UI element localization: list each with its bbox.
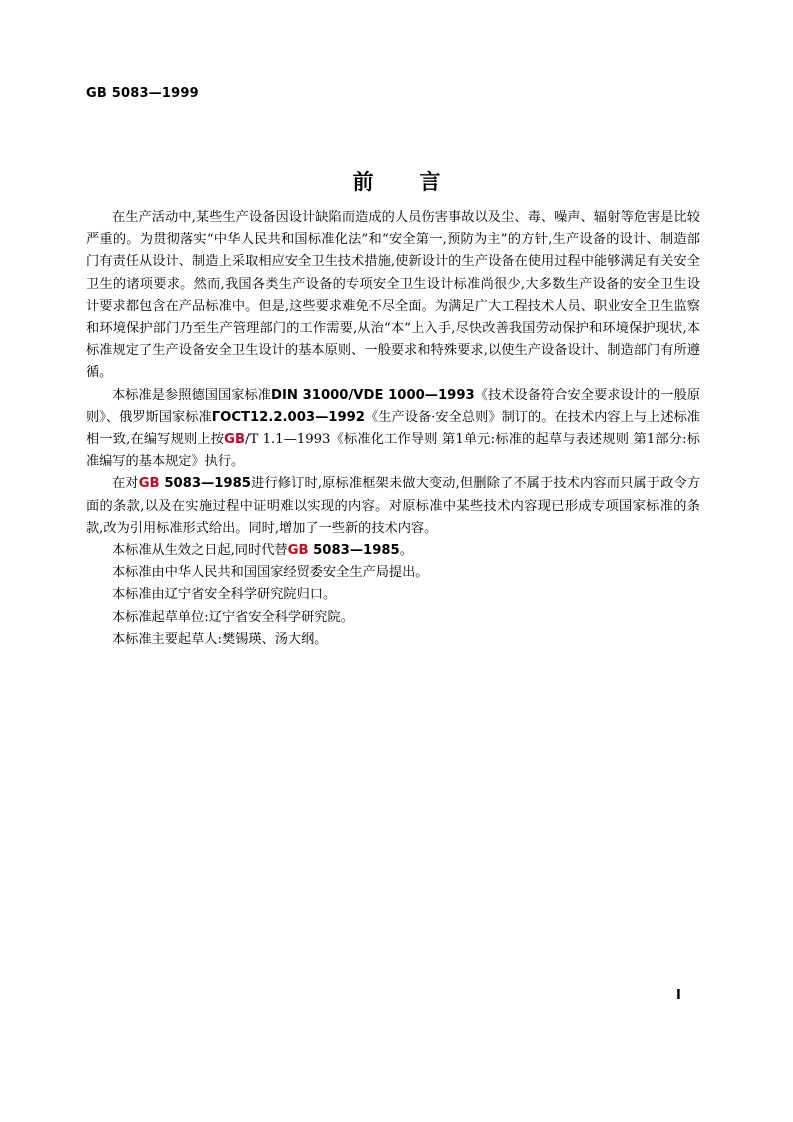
text-run: /T 1.1—1993《标准化工作导则 第1单元:标准的起草与表述规则 第1部分:标准编写的基本规定》执行。 (86, 432, 700, 470)
text-run: 本标准是参照德国国家标准 (112, 387, 272, 403)
gb-highlight-link[interactable]: GB (138, 476, 160, 492)
text-run: 。 (399, 543, 413, 559)
gb-highlight-link[interactable]: GB (224, 432, 246, 448)
paragraph-proposer: 本标准由中华人民共和国国家经贸委安全生产局提出。 (112, 565, 429, 581)
gb-highlight-link[interactable]: GB (287, 543, 309, 559)
paragraph-background: 在生产活动中,某些生产设备因设计缺陷而造成的人员伤害事故以及尘、毒、噪声、辐射等危害是比较严重的。为贯彻落实“中华人民共和国标准化法”和“安全第一,预防为主”的方针,生产设备的设计、制造部门有责任从设计、制造上采取相应安全卫生技术措施,使新设计的生产设备在使用过程中能够满足有关安全卫生的诸项要求。然而,我国各类生产设备的专项安全卫生设计标准尚很少,大多数生产设备的安全卫生设计要求都包含在产品标准中。但是,这些要求难免不尽全面。为满足广大工程技术人员、职业安全卫生监察和环境保护部门乃至生产管理部门的工作需要,从治“本”上入手,尽快改善我国劳动保护和环境保护现状,本标准规定了生产设备安全卫生设计的基本原则、一般要求和特殊要求,以使生产设备设计、制造部门有所遵循。 (86, 210, 700, 381)
paragraph-administrator: 本标准由辽宁省安全科学研究院归口。 (112, 587, 337, 603)
paragraph-references (86, 385, 700, 474)
standard-number-header: GB 5083—1999 (86, 86, 199, 101)
text-run: 进行修订时,原标准框架未做大变动,但删除了不属于技术内容而只属于政令方面的条款,以及在实施过程中证明难以实现的内容。对原标准中某些技术内容现已形成专项国家标准的条款,改为引用标准形式给出。同时,增加了一些新的技术内容。 (86, 476, 701, 536)
page-title: 前言 (352, 170, 487, 194)
foreword-body (86, 207, 700, 651)
page-number: I (676, 988, 681, 1003)
text-run: 《生产设备·安全总则》制订的。在技术内容上与上述标准相一致,在编写规则上按 (86, 409, 700, 448)
text-run: 本标准从生效之日起,同时代替 (112, 543, 288, 559)
paragraph-revision (86, 473, 700, 540)
standard-code: 5083—1985 (159, 476, 251, 492)
paragraph-effective (86, 540, 700, 562)
standard-code-din: DIN 31000/VDE 1000—1993 (271, 387, 475, 403)
paragraph-drafting-unit: 本标准起草单位:辽宁省安全科学研究院。 (112, 609, 354, 625)
standard-code-gost: ГОСТ12.2.003—1992 (211, 409, 365, 425)
standard-code: 5083—1985 (308, 543, 400, 559)
text-run: 在对 (112, 476, 139, 492)
text-run: 《技术设备符合安全要求设计的一般原则》、俄罗斯国家标准 (86, 387, 701, 425)
paragraph-drafters: 本标准主要起草人:樊锡瑛、汤大纲。 (112, 631, 328, 647)
